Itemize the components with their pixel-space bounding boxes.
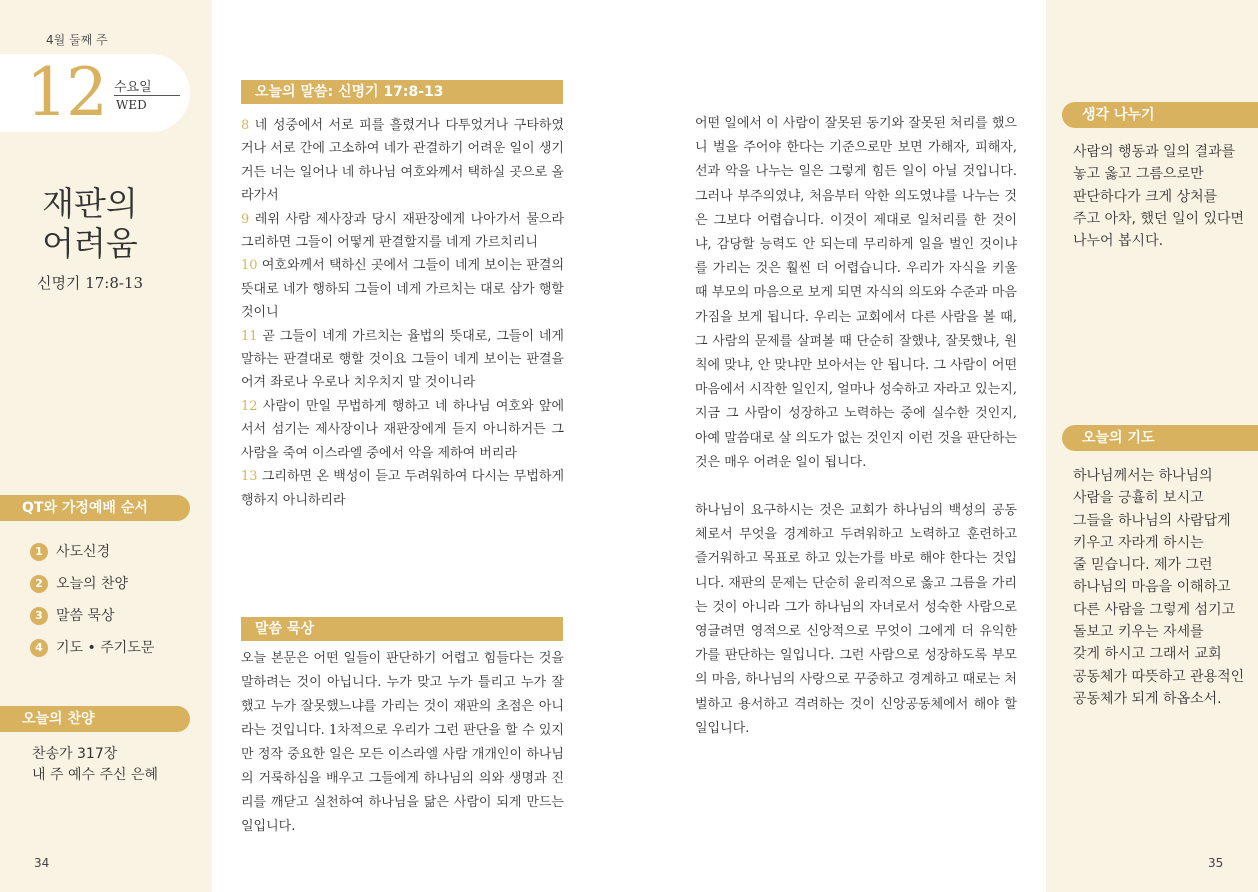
meditation-heading: 말씀 묵상 xyxy=(241,617,563,641)
scripture-reference: 신명기 17:8-13 xyxy=(36,274,144,292)
order-item xyxy=(30,541,154,573)
verse-text: 그리하면 온 백성이 듣고 두려워하여 다시는 무법하게 행하지 아니하리라 xyxy=(241,469,564,508)
day-of-week-korean: 수요일 xyxy=(114,80,152,95)
hymn-info xyxy=(32,744,158,786)
scripture-text xyxy=(241,114,564,512)
number-circle-icon: 2 xyxy=(30,575,48,593)
verse-number: 8 xyxy=(241,118,250,133)
order-item-label: 말씀 묵상 xyxy=(56,608,115,624)
page-title xyxy=(0,184,180,264)
verse-number: 12 xyxy=(241,398,258,414)
date-divider xyxy=(114,95,180,96)
number-circle-icon: 4 xyxy=(30,639,48,657)
scripture-heading: 오늘의 말씀: 신명기 17:8-13 xyxy=(241,80,563,104)
think-text: 사람의 행동과 일의 결과를 놓고 옳고 그름으로만 판단하다가 크게 상처를 주고 아차, 했던 일이 있다면 나누어 봅시다. xyxy=(1073,144,1245,250)
verse-text: 네 성중에서 서로 피를 흘렸거나 다투었거나 구타하였거나 서로 간에 고소하여 네가 관결하기 어려운 일이 생기거든 너는 일어나 네 하나님 여호와께서 택하실 곳으로 올라가서 xyxy=(241,118,564,204)
verse-text: 곧 그들이 네게 가르치는 율법의 뜻대로, 그들이 네게 말하는 판결대로 행할 것이요 그들이 네게 보이는 판결을 어겨 좌로나 우로나 치우치지 말 것이니라 xyxy=(241,328,564,391)
verse-number: 11 xyxy=(241,328,258,344)
prayer-heading: 오늘의 기도 xyxy=(1062,425,1258,451)
week-label: 4월 둘째 주 xyxy=(46,33,108,47)
page-number-left: 34 xyxy=(34,856,50,870)
meditation-paragraph-2: 어떤 일에서 이 사람이 잘못된 동기와 잘못된 처리를 했으니 벌을 주어야 한다는 기준으로만 보면 가해자, 피해자, 선과 악을 나누는 일은 그렇게 힘든 일이 아닐 것입니다. 그러나 부주의였냐, 처음부터 악한 의도였냐를 나누는 것은 그보다 어렵습니다. 이것이 제대로 일처리를 한 것이냐, 감당할 능력도 안 되는데 무리하게 일을 벌인 것이냐를 가리는 것은 훨씬 더 어렵습니다. 우리가 자식을 키울 때 부모의 마음으로 보게 되면 자식의 의도와 수준과 마음 가짐을 보게 됩니다. 우리는 교회에서 다른 사람을 볼 때, 그 사람의 문제를 살펴볼 때 단순히 잘했냐, 잘못했냐, 원칙에 맞냐, 안 맞냐만 보아서는 안 됩니다. 그 사람이 어떤 마음에서 시작한 일인지, 얼마나 성숙하고 자라고 있는지, 지금 그 사람이 성장하고 노력하는 중에 실수한 것인지, 아예 말씀대로 살 의도가 없는 것인지 이런 것을 판단하는 것은 매우 어려운 일이 됩니다. xyxy=(695,116,1017,470)
number-circle-icon: 1 xyxy=(30,543,48,561)
verse-text: 여호와께서 택하신 곳에서 그들이 네게 보이는 판결의 뜻대로 네가 행하되 그들이 네게 가르치는 대로 삼가 행할 것이니 xyxy=(241,258,564,321)
title-line-2: 어려움 xyxy=(42,224,138,263)
page-number-right: 35 xyxy=(1208,856,1224,870)
verse-number: 9 xyxy=(241,211,250,227)
hymn-title: 내 주 예수 주신 은혜 xyxy=(32,767,158,783)
day-of-week-english: WED xyxy=(116,98,147,112)
verse-number: 13 xyxy=(241,469,258,485)
hymn-number: 찬송가 317장 xyxy=(32,746,118,762)
order-item xyxy=(30,637,154,669)
number-circle-icon: 3 xyxy=(30,607,48,625)
meditation-continued xyxy=(695,112,1017,741)
order-item-label: 사도신경 xyxy=(56,544,111,560)
verse-number: 10 xyxy=(241,258,258,274)
meditation-paragraph-3: 하나님이 요구하시는 것은 교회가 하나님의 백성의 공동체로서 무엇을 경계하고 두려워하고 노력하고 훈련하고 즐거워하고 목표로 하고 있는가를 바로 해야 한다는 것입니다. 재판의 문제는 단순히 윤리적으로 옳고 그름을 가리는 것이 아니라 그가 하나님의 자녀로서 성숙한 사람으로 영글려면 영적으로 신앙적으로 무엇이 그에게 더 유익한가를 판단하는 일입니다. 그런 사람으로 성장하도록 부모의 마음, 하나님의 사랑으로 꾸중하고 경계하고 때로는 처벌하고 용서하고 격려하는 것이 신앙공동체에서 해야 할 일입니다. xyxy=(695,503,1017,736)
order-item xyxy=(30,573,154,605)
order-item xyxy=(30,605,154,637)
think-heading: 생각 나누기 xyxy=(1062,102,1258,128)
prayer-text: 하나님께서는 하나님의 사람을 긍휼히 보시고 그들을 하나님의 사람답게 키우고 자라게 하시는 줄 믿습니다. 제가 그런 하나님의 마음을 이해하고 다른 사람을 그렇게 섬기고 돌보고 키우는 자세를 갖게 하시고 그래서 교회 공동체가 따뜻하고 관용적인 공동체가 되게 하옵소서. xyxy=(1073,468,1245,707)
order-item-label: 오늘의 찬양 xyxy=(56,576,129,592)
day-number: 12 xyxy=(26,54,106,131)
order-list xyxy=(30,541,154,669)
order-heading: QT와 가정예배 순서 xyxy=(0,495,190,521)
verse-text: 레위 사람 제사장과 당시 재판장에게 나아가서 물으라 그리하면 그들이 어떻게 판결할지를 네게 가르치리니 xyxy=(241,211,564,251)
hymn-heading: 오늘의 찬양 xyxy=(0,706,190,732)
meditation-paragraph-1: 오늘 본문은 어떤 일들이 판단하기 어렵고 힘들다는 것을 말하려는 것이 아닙니다. 누가 맞고 누가 틀리고 누가 잘했고 누가 잘못했느냐를 가리는 것이 재판의 초점은 아니라는 것입니다. 1차적으로 우리가 그런 판단을 할 수 있지만 정작 중요한 일은 모든 이스라엘 사람 개개인이 하나님의 거룩하심을 배우고 그들에게 하나님의 의와 생명과 진리를 깨닫고 실천하여 하나님을 닮은 사람이 되게 만드는 일입니다. xyxy=(241,651,564,834)
order-item-label: 기도 • 주기도문 xyxy=(56,640,155,656)
verse-text: 사람이 만일 무법하게 행하고 네 하나님 여호와 앞에 서서 섬기는 제사장이나 재판장에게 듣지 아니하거든 그 사람을 죽여 이스라엘 중에서 악을 제하여 버리라 xyxy=(241,398,564,461)
title-line-1: 재판의 xyxy=(42,184,138,223)
